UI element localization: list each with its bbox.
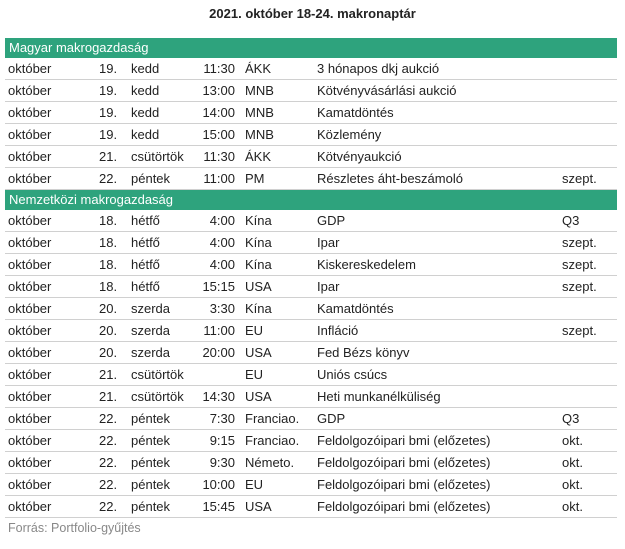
table-row: [5, 408, 617, 430]
month-cell: október: [8, 235, 52, 250]
weekday-cell: hétfő: [131, 257, 160, 272]
table-row: [5, 80, 617, 102]
source-cell: Franciao.: [245, 411, 300, 426]
source-cell: Kína: [245, 301, 272, 316]
event-cell: 3 hónapos dkj aukció: [317, 61, 440, 76]
month-cell: október: [8, 455, 52, 470]
month-cell: október: [8, 323, 52, 338]
month-cell: október: [8, 213, 52, 228]
event-cell: Feldolgozóipari bmi (előzetes): [317, 433, 491, 448]
period-cell: Q3: [562, 411, 580, 426]
time-cell: 4:00: [209, 235, 235, 250]
weekday-cell: hétfő: [131, 235, 160, 250]
macro-calendar-table: [5, 38, 617, 518]
month-cell: október: [8, 149, 52, 164]
weekday-cell: csütörtök: [131, 389, 184, 404]
month-cell: október: [8, 411, 52, 426]
time-cell: 4:00: [209, 213, 235, 228]
event-cell: Ipar: [317, 235, 340, 250]
month-cell: október: [8, 345, 52, 360]
day-cell: 22.: [99, 477, 118, 492]
period-cell: szept.: [562, 257, 597, 272]
weekday-cell: szerda: [131, 301, 171, 316]
time-cell: 13:00: [202, 83, 235, 98]
time-cell: 14:00: [202, 105, 235, 120]
day-cell: 18.: [99, 279, 118, 294]
month-cell: október: [8, 61, 52, 76]
weekday-cell: péntek: [131, 171, 171, 186]
month-cell: október: [8, 127, 52, 142]
day-cell: 19.: [99, 127, 118, 142]
time-cell: 11:30: [203, 61, 235, 76]
day-cell: 21.: [99, 149, 118, 164]
source-cell: MNB: [245, 83, 274, 98]
source-cell: USA: [245, 345, 272, 360]
source-cell: Németo.: [245, 455, 295, 470]
table-row: [5, 124, 617, 146]
section-header: Nemzetközi makrogazdaság: [5, 190, 617, 210]
source-cell: EU: [245, 367, 264, 382]
source-cell: Kína: [245, 213, 272, 228]
source-note: Forrás: Portfolio-gyűjtés: [8, 521, 141, 535]
source-cell: MNB: [245, 105, 274, 120]
time-cell: 11:00: [203, 171, 235, 186]
source-cell: USA: [245, 279, 272, 294]
source-cell: ÁKK: [245, 149, 272, 164]
event-cell: Kiskereskedelem: [317, 257, 416, 272]
table-row: [5, 58, 617, 80]
time-cell: 14:30: [202, 389, 235, 404]
table-row: [5, 146, 617, 168]
month-cell: október: [8, 477, 52, 492]
table-row: [5, 102, 617, 124]
table-row: [5, 496, 617, 518]
weekday-cell: kedd: [131, 83, 160, 98]
event-cell: Kamatdöntés: [317, 301, 394, 316]
event-cell: Kamatdöntés: [317, 105, 394, 120]
time-cell: 11:00: [203, 323, 235, 338]
time-cell: 7:30: [209, 411, 235, 426]
event-cell: Feldolgozóipari bmi (előzetes): [317, 477, 491, 492]
weekday-cell: péntek: [131, 433, 171, 448]
day-cell: 21.: [99, 367, 118, 382]
day-cell: 22.: [99, 499, 118, 514]
table-row: [5, 276, 617, 298]
time-cell: 15:45: [202, 499, 235, 514]
source-cell: MNB: [245, 127, 274, 142]
weekday-cell: péntek: [131, 411, 171, 426]
period-cell: okt.: [562, 433, 583, 448]
day-cell: 22.: [99, 411, 118, 426]
month-cell: október: [8, 301, 52, 316]
table-row: [5, 210, 617, 232]
event-cell: Feldolgozóipari bmi (előzetes): [317, 499, 491, 514]
weekday-cell: szerda: [131, 345, 171, 360]
table-row: [5, 452, 617, 474]
table-row: [5, 232, 617, 254]
month-cell: október: [8, 171, 52, 186]
month-cell: október: [8, 433, 52, 448]
event-cell: Közlemény: [317, 127, 382, 142]
day-cell: 22.: [99, 455, 118, 470]
weekday-cell: hétfő: [131, 279, 160, 294]
time-cell: 15:00: [202, 127, 235, 142]
period-cell: okt.: [562, 499, 583, 514]
day-cell: 22.: [99, 433, 118, 448]
source-cell: Franciao.: [245, 433, 300, 448]
month-cell: október: [8, 499, 52, 514]
source-cell: PM: [245, 171, 265, 186]
month-cell: október: [8, 279, 52, 294]
weekday-cell: kedd: [131, 61, 160, 76]
source-cell: Kína: [245, 235, 272, 250]
day-cell: 20.: [99, 301, 118, 316]
table-row: [5, 474, 617, 496]
section-header: Magyar makrogazdaság: [5, 38, 617, 58]
page-title: 2021. október 18-24. makronaptár: [209, 6, 416, 21]
time-cell: 4:00: [209, 257, 235, 272]
event-cell: Ipar: [317, 279, 340, 294]
month-cell: október: [8, 257, 52, 272]
table-row: [5, 430, 617, 452]
source-cell: ÁKK: [245, 61, 272, 76]
table-row: [5, 386, 617, 408]
month-cell: október: [8, 367, 52, 382]
source-cell: USA: [245, 499, 272, 514]
table-row: [5, 342, 617, 364]
month-cell: október: [8, 105, 52, 120]
table-row: [5, 254, 617, 276]
event-cell: Heti munkanélküliség: [317, 389, 441, 404]
time-cell: 9:30: [209, 455, 235, 470]
event-cell: GDP: [317, 213, 346, 228]
day-cell: 20.: [99, 345, 118, 360]
weekday-cell: szerda: [131, 323, 171, 338]
weekday-cell: péntek: [131, 477, 171, 492]
event-cell: Kötvényvásárlási aukció: [317, 83, 457, 98]
source-cell: EU: [245, 323, 264, 338]
period-cell: Q3: [562, 213, 580, 228]
event-cell: Részletes áht-beszámoló: [317, 171, 463, 186]
period-cell: okt.: [562, 477, 583, 492]
event-cell: Fed Bézs könyv: [317, 345, 410, 360]
table-row: [5, 168, 617, 190]
day-cell: 20.: [99, 323, 118, 338]
source-cell: Kína: [245, 257, 272, 272]
weekday-cell: csütörtök: [131, 149, 184, 164]
month-cell: október: [8, 83, 52, 98]
day-cell: 19.: [99, 61, 118, 76]
table-row: [5, 320, 617, 342]
day-cell: 21.: [99, 389, 118, 404]
weekday-cell: hétfő: [131, 213, 160, 228]
weekday-cell: péntek: [131, 499, 171, 514]
source-cell: EU: [245, 477, 264, 492]
event-cell: Infláció: [317, 323, 359, 338]
event-cell: Kötvényaukció: [317, 149, 402, 164]
time-cell: 11:30: [203, 149, 235, 164]
event-cell: Feldolgozóipari bmi (előzetes): [317, 455, 491, 470]
day-cell: 18.: [99, 257, 118, 272]
weekday-cell: csütörtök: [131, 367, 184, 382]
period-cell: szept.: [562, 235, 597, 250]
weekday-cell: péntek: [131, 455, 171, 470]
period-cell: szept.: [562, 171, 597, 186]
day-cell: 19.: [99, 83, 118, 98]
time-cell: 15:15: [202, 279, 235, 294]
time-cell: 3:30: [209, 301, 235, 316]
period-cell: szept.: [562, 279, 597, 294]
day-cell: 18.: [99, 213, 118, 228]
day-cell: 18.: [99, 235, 118, 250]
weekday-cell: kedd: [131, 127, 160, 142]
table-row: [5, 298, 617, 320]
month-cell: október: [8, 389, 52, 404]
period-cell: okt.: [562, 455, 583, 470]
event-cell: Uniós csúcs: [317, 367, 388, 382]
day-cell: 19.: [99, 105, 118, 120]
source-cell: USA: [245, 389, 272, 404]
time-cell: 20:00: [202, 345, 235, 360]
table-row: [5, 364, 617, 386]
event-cell: GDP: [317, 411, 346, 426]
time-cell: 9:15: [209, 433, 235, 448]
day-cell: 22.: [99, 171, 118, 186]
period-cell: szept.: [562, 323, 597, 338]
time-cell: 10:00: [202, 477, 235, 492]
weekday-cell: kedd: [131, 105, 160, 120]
